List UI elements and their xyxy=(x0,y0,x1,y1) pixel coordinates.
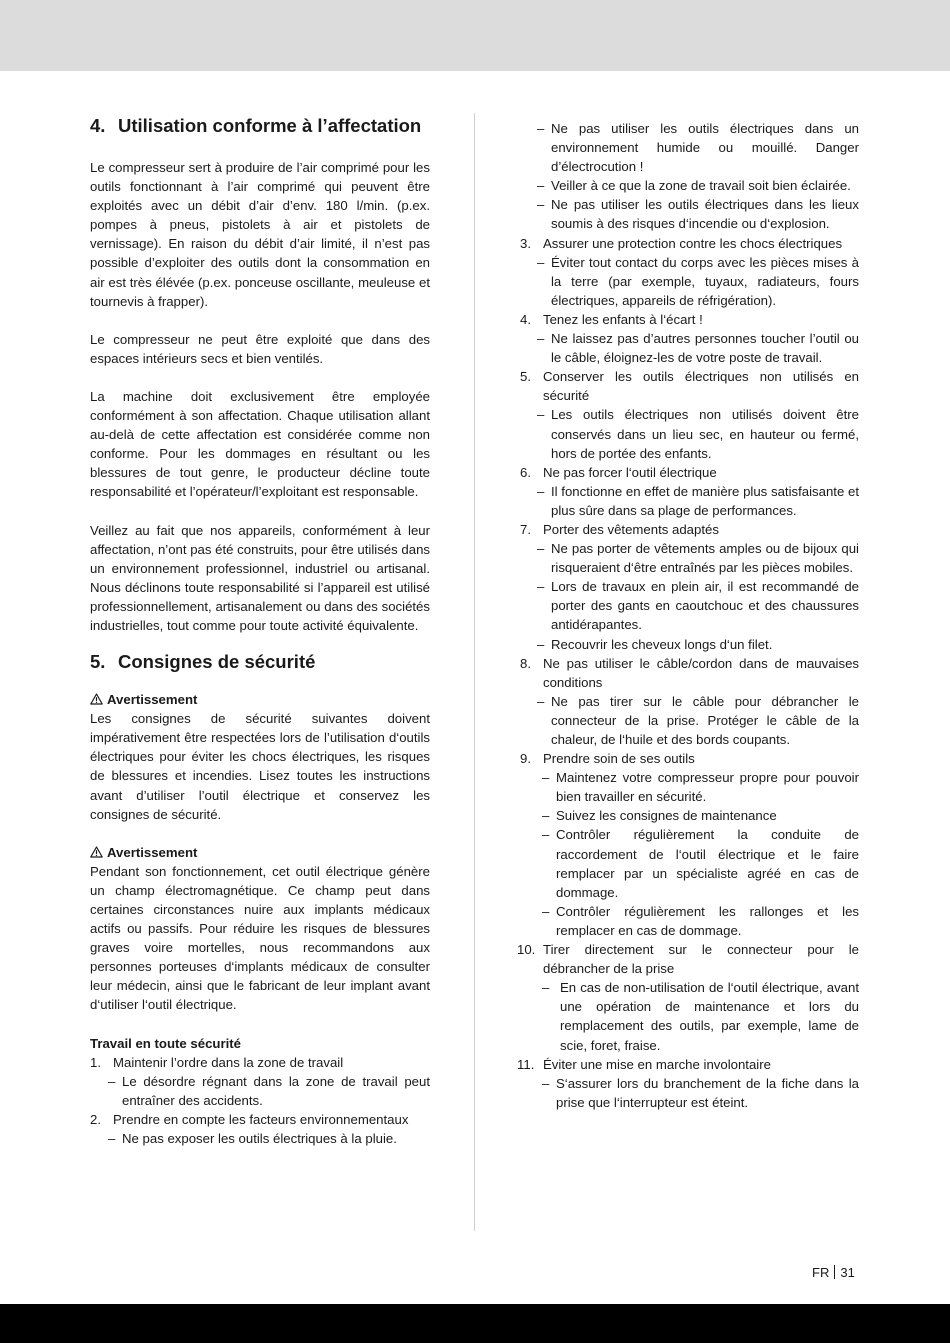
list-item: 2. Prendre en compte les facteurs environnementaux xyxy=(90,1111,409,1127)
list-subitem: – S‘assurer lors du branchement de la fiche dans la prise que l‘interrupteur est éteint. xyxy=(542,1075,859,1110)
list-item: 3. Assurer une protection contre les chocs électriques xyxy=(520,235,843,251)
list-subitem: – En cas de non-utilisation de l‘outil électrique, avant une opération de maintenance et lors du remplacement des outils, par exemple, lame de scie, foret, fraise. xyxy=(542,980,859,1053)
list-subitem: – Ne laissez pas d’autres personnes toucher l’outil ou le câble, éloignez-les de votre poste de travail. xyxy=(537,331,859,366)
list-subitem: – Veiller à ce que la zone de travail soit bien éclairée. xyxy=(537,178,851,194)
list-item: 7. Porter des vêtements adaptés xyxy=(520,521,719,537)
list-subitem: – Ne pas utiliser les outils électriques dans les lieux soumis à des risques d‘incendie ou d‘explosion. xyxy=(537,197,859,232)
list-item: 8. Ne pas utiliser le câble/cordon dans de mauvaises conditions xyxy=(520,655,859,690)
list-subitem: – Contrôler régulièrement les rallonges et les remplacer en cas de dommage. xyxy=(542,903,859,938)
list-item: 11. Éviter une mise en marche involontaire xyxy=(517,1056,771,1072)
list-subitem: – Lors de travaux en plein air, il est recommandé de porter des gants en caoutchouc et des chaussures antidérapantes. xyxy=(537,579,859,633)
right-column xyxy=(517,119,859,1112)
section-5-heading: 5. Consignes de sécurité xyxy=(90,651,316,673)
warning-text: Les consignes de sécurité suivantes doivent impérativement être respectées lors de l’utilisation d‘outils électriques pour éviter les chocs électriques, les risques de blessures et incendies. Lisez toutes les instructions avant d’utiliser l’outil électrique et conservez les consignes de sécurité. xyxy=(90,711,430,822)
section-4-paragraph: Veillez au fait que nos appareils, conformément à leur affectation, n’ont pas été construits, pour être utilisés dans un environnement professionnel, industriel ou artisanal. Nous déclinons toute responsabilité si l’appareil est utilisé professionnellement, artisanalement ou dans des sociétés industrielles, tout comme pour toute activité équivalente. xyxy=(90,522,430,633)
list-subitem: – Le désordre régnant dans la zone de travail peut entraîner des accidents. xyxy=(108,1073,430,1108)
list-item: 1. Maintenir l’ordre dans la zone de travail xyxy=(90,1054,344,1070)
page-footer xyxy=(812,1265,855,1281)
safe-work-heading: Travail en toute sécurité xyxy=(90,1035,241,1051)
list-subitem: – Maintenez votre compresseur propre pour pouvoir bien travailler en sécurité. xyxy=(542,770,859,805)
list-subitem: – Ne pas porter de vêtements amples ou de bijoux qui risqueraient d‘être entraînés par les pièces mobiles. xyxy=(537,541,859,576)
section-5-title: Consignes de sécurité xyxy=(118,651,316,673)
list-subitem: – Contrôler régulièrement la conduite de raccordement de l‘outil électrique et le faire remplacer par un spécialiste agréé en cas de dommage. xyxy=(542,827,859,900)
list-subitem: – Ne pas tirer sur le câble pour débrancher le connecteur de la prise. Protéger le câble de la chaleur, de l‘huile et des bords coupants. xyxy=(537,693,859,747)
section-4-paragraph: Le compresseur sert à produire de l’air comprimé pour les outils fonctionnant à l’air comprimé qui peuvent être exploités avec un débit d’air d’env. 180 l/min. (p.ex. pompes à pneus, pistolets à air et pistolets de vernissage). En raison du débit d’air limité, il n’est pas possible d’exploiter des outils dont la consommation en air est très élévée (p.ex. ponceuse oscillante, meuleuse et tournevis à frapper). xyxy=(90,160,430,309)
list-subitem: – Ne pas utiliser les outils électriques dans un environnement humide ou mouillé. Danger d’électrocution ! xyxy=(537,121,859,175)
list-item: 6. Ne pas forcer l‘outil électrique xyxy=(520,464,717,480)
list-subitem: – Les outils électriques non utilisés doivent être conservés dans un lieu sec, en hauteur ou fermé, hors de portée des enfants. xyxy=(537,407,859,461)
list-item: 10. Tirer directement sur le connecteur pour le débrancher de la prise xyxy=(517,942,859,977)
section-4-paragraph: La machine doit exclusivement être employée conformément à son affectation. Chaque utilisation allant au-delà de cette affectation est considérée comme non conforme. Pour les dommages en résultant ou les blessures de tout genre, le producteur décline toute responsabilité et l’opérateur/l’exploitant est responsable. xyxy=(90,388,430,500)
list-subitem: – Recouvrir les cheveux longs d‘un filet. xyxy=(537,636,773,652)
column-divider xyxy=(474,113,475,1231)
list-subitem: – Éviter tout contact du corps avec les pièces mises à la terre (par exemple, tuyaux, radiateurs, fours électriques, appareils de réfrigération). xyxy=(537,254,859,308)
list-item: 4. Tenez les enfants à l‘écart ! xyxy=(520,311,703,327)
footer-separator xyxy=(834,1265,835,1279)
language-code: FR xyxy=(812,1265,830,1280)
list-subitem: – Il fonctionne en effet de manière plus satisfaisante et plus sûre dans sa plage de performances. xyxy=(537,483,859,518)
list-subitem: – Ne pas exposer les outils électriques à la pluie. xyxy=(108,1131,397,1147)
footer-band xyxy=(0,1304,950,1343)
section-4-paragraph: Le compresseur ne peut être exploité que dans des espaces intérieurs secs et bien ventilés. xyxy=(90,331,430,366)
list-subitem: – Suivez les consignes de maintenance xyxy=(542,808,777,824)
left-column xyxy=(90,113,430,1148)
header-band xyxy=(0,0,950,71)
section-4-title: Utilisation conforme à l’affectation xyxy=(118,115,422,136)
warning-text: Pendant son fonctionnement, cet outil électrique génère un champ électromagnétique. Ce champ peut dans certaines circonstances nuire aux implants médicaux actifs ou passifs. Pour réduire les risques de blessures graves voire mortelles, nous recommandons aux personnes porteuses d‘implants médicaux de consulter leur médecin, ainsi que le fabricant de leur implant avant d‘utiliser l‘outil électrique. xyxy=(90,863,430,1013)
warning-heading: Avertissement xyxy=(90,690,430,709)
section-4-heading: 4. Utilisation conforme à l’affectation xyxy=(90,115,422,136)
warning-heading: Avertissement xyxy=(90,843,430,862)
list-item: 5. Conserver les outils électriques non utilisés en sécurité xyxy=(520,369,859,404)
list-item: 9. Prendre soin de ses outils xyxy=(520,751,695,767)
warning-triangle-icon xyxy=(90,693,103,705)
warning-triangle-icon xyxy=(90,846,103,858)
page-number: 31 xyxy=(840,1265,855,1280)
